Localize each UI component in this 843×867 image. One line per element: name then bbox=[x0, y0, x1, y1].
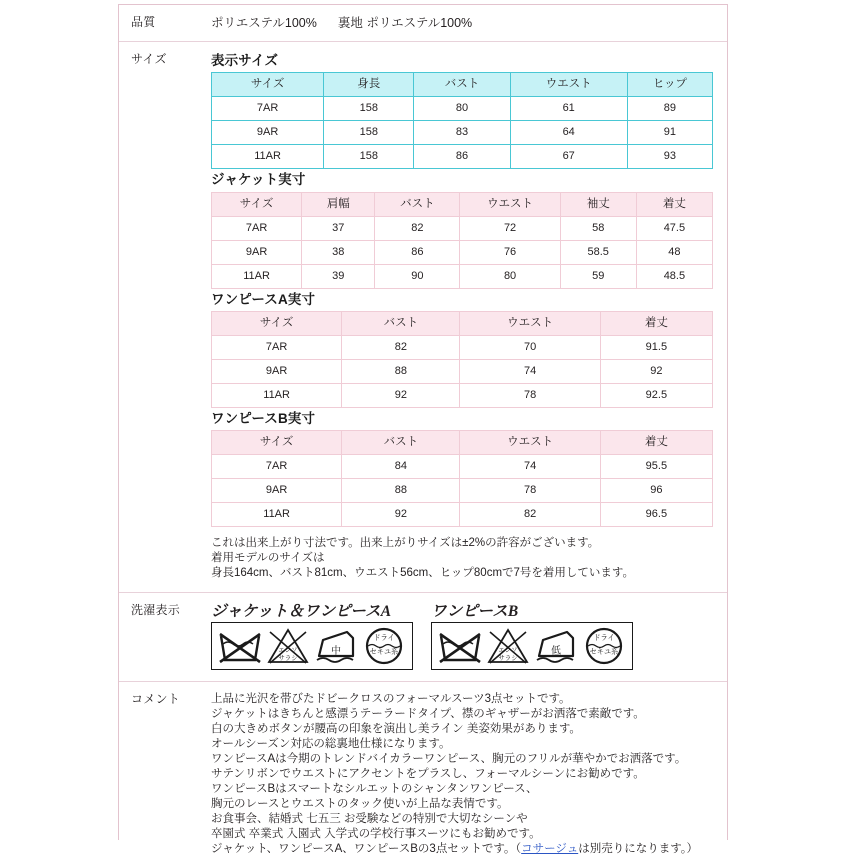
measure-cell: 48.5 bbox=[636, 264, 712, 288]
measure-cell: 76 bbox=[460, 240, 560, 264]
table-row bbox=[212, 479, 713, 503]
measure-cell: 67 bbox=[510, 145, 627, 169]
measure-cell: 82 bbox=[375, 216, 460, 240]
measure-cell: 74 bbox=[460, 455, 600, 479]
measure-cell: 61 bbox=[510, 97, 627, 121]
measure-cell: 80 bbox=[414, 97, 510, 121]
svg-text:サラシ: サラシ bbox=[278, 655, 298, 663]
care-symbol-groups bbox=[211, 601, 717, 672]
column-header: ウエスト bbox=[510, 73, 627, 97]
measure-cell: 158 bbox=[324, 145, 414, 169]
measure-cell: 86 bbox=[375, 240, 460, 264]
comment-line: お食事会、結婚式 七五三 お受験などの特別で大切なシーンや bbox=[211, 812, 528, 825]
measure-cell: 38 bbox=[302, 240, 375, 264]
size-note-line: 着用モデルのサイズは bbox=[211, 552, 325, 565]
measure-cell: 158 bbox=[324, 97, 414, 121]
section-care bbox=[119, 593, 727, 683]
comment-line: 卒園式 卒業式 入園式 入学式の学校行事スーツにもお勧めです。 bbox=[211, 827, 541, 840]
measure-cell: 92 bbox=[342, 383, 460, 407]
section-body-care bbox=[211, 593, 727, 682]
column-header: サイズ bbox=[212, 192, 302, 216]
size-cell: 7AR bbox=[212, 216, 302, 240]
comment-last-after: は別売りになります。） bbox=[578, 842, 699, 855]
measure-cell: 96.5 bbox=[600, 503, 712, 527]
quality-main-material: ポリエステル100% bbox=[211, 16, 317, 30]
no-chlorine-bleach-icon bbox=[265, 626, 311, 666]
svg-text:ドライ: ドライ bbox=[593, 633, 615, 643]
table-title: ワンピースB実寸 bbox=[211, 410, 316, 426]
measure-cell: 82 bbox=[460, 503, 600, 527]
column-header: ウエスト bbox=[460, 192, 560, 216]
svg-text:ドライ: ドライ bbox=[373, 633, 395, 643]
measure-cell: 95.5 bbox=[600, 455, 712, 479]
iron-low-icon bbox=[533, 626, 579, 666]
table-title: ジャケット実寸 bbox=[211, 172, 306, 188]
measure-cell: 88 bbox=[342, 359, 460, 383]
column-header: 袖丈 bbox=[560, 192, 636, 216]
comment-line-last bbox=[211, 842, 717, 857]
table-row bbox=[212, 216, 713, 240]
measure-cell: 92 bbox=[342, 503, 460, 527]
column-header: サイズ bbox=[212, 431, 342, 455]
size-cell: 11AR bbox=[212, 503, 342, 527]
section-comment bbox=[119, 682, 727, 866]
quality-lining-material: ポリエステル100% bbox=[366, 16, 473, 30]
column-header: バスト bbox=[375, 192, 460, 216]
comment-line: 白の大きめボタンが腰高の印象を演出し美ライン 美姿効果があります。 bbox=[211, 723, 581, 736]
column-header: バスト bbox=[342, 431, 460, 455]
no-chlorine-bleach-icon bbox=[485, 626, 531, 666]
svg-text:低: 低 bbox=[551, 646, 561, 658]
care-block-heading: ジャケット＆ワンピースA bbox=[211, 602, 392, 620]
measure-cell: 48 bbox=[636, 240, 712, 264]
size-cell: 9AR bbox=[212, 240, 302, 264]
measure-cell: 37 bbox=[302, 216, 375, 240]
section-label-quality: 品質 bbox=[131, 15, 156, 29]
table-header-row bbox=[212, 73, 713, 97]
column-header: ウエスト bbox=[460, 311, 600, 335]
comment-line: ワンピースBはスマートなシルエットのシャンタンワンピース、 bbox=[211, 782, 538, 795]
size-cell: 7AR bbox=[212, 455, 342, 479]
no-machine-wash-icon bbox=[437, 626, 483, 666]
measure-cell: 80 bbox=[460, 264, 560, 288]
table-row bbox=[212, 383, 713, 407]
size-note-line: これは出来上がり寸法です。出来上がりサイズは±2%の許容がございます。 bbox=[211, 537, 600, 549]
table-row bbox=[212, 240, 713, 264]
column-header: 着丈 bbox=[600, 431, 712, 455]
comment-line: ジャケットはきちんと感漂うテーラードタイプ、襟のギャザーがお洒落で素敵です。 bbox=[211, 708, 645, 721]
measure-cell: 59 bbox=[560, 264, 636, 288]
no-machine-wash-icon bbox=[217, 626, 263, 666]
size-cell: 9AR bbox=[212, 121, 324, 145]
care-symbol-row bbox=[431, 622, 633, 670]
svg-text:エンソ: エンソ bbox=[498, 647, 518, 655]
size-cell: 9AR bbox=[212, 359, 342, 383]
section-label-care: 洗濯表示 bbox=[131, 602, 180, 617]
column-header: ウエスト bbox=[460, 431, 600, 455]
column-header: 身長 bbox=[324, 73, 414, 97]
size-cell: 7AR bbox=[212, 97, 324, 121]
measure-cell: 91.5 bbox=[600, 335, 712, 359]
column-header: サイズ bbox=[212, 73, 324, 97]
measure-cell: 93 bbox=[627, 145, 712, 169]
size-cell: 11AR bbox=[212, 383, 342, 407]
comment-line: サテンリボンでウエストにアクセントをプラスし、フォーマルシーンにお勧めです。 bbox=[211, 768, 645, 781]
measure-cell: 39 bbox=[302, 264, 375, 288]
svg-text:サラシ: サラシ bbox=[498, 655, 518, 663]
svg-text:セキユ系: セキユ系 bbox=[589, 647, 619, 657]
column-header: ヒップ bbox=[627, 73, 712, 97]
quality-text bbox=[211, 13, 717, 31]
column-header: バスト bbox=[342, 311, 460, 335]
svg-text:中: 中 bbox=[331, 646, 341, 658]
spec-table bbox=[211, 430, 713, 527]
section-label-size: サイズ bbox=[131, 52, 167, 67]
table-row bbox=[212, 503, 713, 527]
measure-cell: 70 bbox=[460, 335, 600, 359]
measure-cell: 158 bbox=[324, 121, 414, 145]
measure-cell: 58 bbox=[560, 216, 636, 240]
table-row bbox=[212, 335, 713, 359]
care-block bbox=[211, 603, 413, 672]
measure-cell: 96 bbox=[600, 479, 712, 503]
quality-lining-label: 裏地 bbox=[337, 16, 363, 30]
size-cell: 7AR bbox=[212, 335, 342, 359]
table-title: ワンピースA実寸 bbox=[211, 291, 316, 307]
table-header-row bbox=[212, 192, 713, 216]
size-cell: 11AR bbox=[212, 264, 302, 288]
table-row bbox=[212, 455, 713, 479]
dry-clean-petroleum-icon bbox=[361, 626, 407, 666]
table-title: 表示サイズ bbox=[211, 53, 279, 69]
table-header-row bbox=[212, 311, 713, 335]
table-row bbox=[212, 97, 713, 121]
measure-cell: 64 bbox=[510, 121, 627, 145]
care-block bbox=[431, 603, 633, 672]
svg-text:セキユ系: セキユ系 bbox=[369, 647, 399, 657]
spec-table bbox=[211, 72, 713, 169]
spec-table bbox=[211, 311, 713, 408]
column-header: 着丈 bbox=[600, 311, 712, 335]
measure-cell: 72 bbox=[460, 216, 560, 240]
care-block-heading: ワンピースB bbox=[431, 602, 519, 620]
measure-cell: 78 bbox=[460, 479, 600, 503]
table-row bbox=[212, 121, 713, 145]
measure-cell: 90 bbox=[375, 264, 460, 288]
section-size bbox=[119, 42, 727, 592]
section-body-quality bbox=[211, 5, 727, 41]
spec-frame bbox=[118, 4, 728, 855]
section-label-comment: コメント bbox=[131, 692, 180, 707]
measure-cell: 83 bbox=[414, 121, 510, 145]
measure-cell: 74 bbox=[460, 359, 600, 383]
table-row bbox=[212, 359, 713, 383]
measure-cell: 47.5 bbox=[636, 216, 712, 240]
size-cell: 11AR bbox=[212, 145, 324, 169]
measure-cell: 91 bbox=[627, 121, 712, 145]
spec-table bbox=[211, 192, 713, 289]
section-quality bbox=[119, 5, 727, 42]
measure-cell: 88 bbox=[342, 479, 460, 503]
measure-cell: 92 bbox=[600, 359, 712, 383]
corsage-link[interactable]: コサージュ bbox=[521, 842, 579, 855]
comment-line: ワンピースAは今期のトレンドバイカラーワンピース、胸元のフリルが華やかでお洒落です。 bbox=[211, 753, 687, 766]
table-header-row bbox=[212, 431, 713, 455]
measure-cell: 89 bbox=[627, 97, 712, 121]
dry-clean-petroleum-icon bbox=[581, 626, 627, 666]
comment-line: 上品に光沢を帯びたドビークロスのフォーマルスーツ3点セットです。 bbox=[211, 693, 571, 706]
table-row bbox=[212, 264, 713, 288]
size-cell: 9AR bbox=[212, 479, 342, 503]
section-body-size bbox=[211, 42, 727, 591]
comment-line: 胸元のレースとウエストのタック使いが上品な表情です。 bbox=[211, 797, 509, 810]
column-header: 肩幅 bbox=[302, 192, 375, 216]
column-header: 着丈 bbox=[636, 192, 712, 216]
column-header: サイズ bbox=[212, 311, 342, 335]
measure-cell: 58.5 bbox=[560, 240, 636, 264]
size-note bbox=[211, 536, 717, 582]
comment-line: オールシーズン対応の総裏地仕様になります。 bbox=[211, 738, 451, 751]
iron-medium-icon bbox=[313, 626, 359, 666]
care-symbol-row bbox=[211, 622, 413, 670]
measure-cell: 92.5 bbox=[600, 383, 712, 407]
section-body-comment bbox=[211, 682, 727, 866]
measure-cell: 78 bbox=[460, 383, 600, 407]
comment-last-before: ジャケット、ワンピースA、ワンピースBの3点セットです。（ bbox=[211, 842, 522, 855]
table-row bbox=[212, 145, 713, 169]
measure-cell: 84 bbox=[342, 455, 460, 479]
svg-text:エンソ: エンソ bbox=[278, 647, 298, 655]
comment-text bbox=[211, 690, 717, 856]
measure-cell: 86 bbox=[414, 145, 510, 169]
column-header: バスト bbox=[414, 73, 510, 97]
measure-cell: 82 bbox=[342, 335, 460, 359]
size-note-line: 身長164cm、バスト81cm、ウエスト56cm、ヒップ80cmで7号を着用しています。 bbox=[211, 567, 635, 580]
